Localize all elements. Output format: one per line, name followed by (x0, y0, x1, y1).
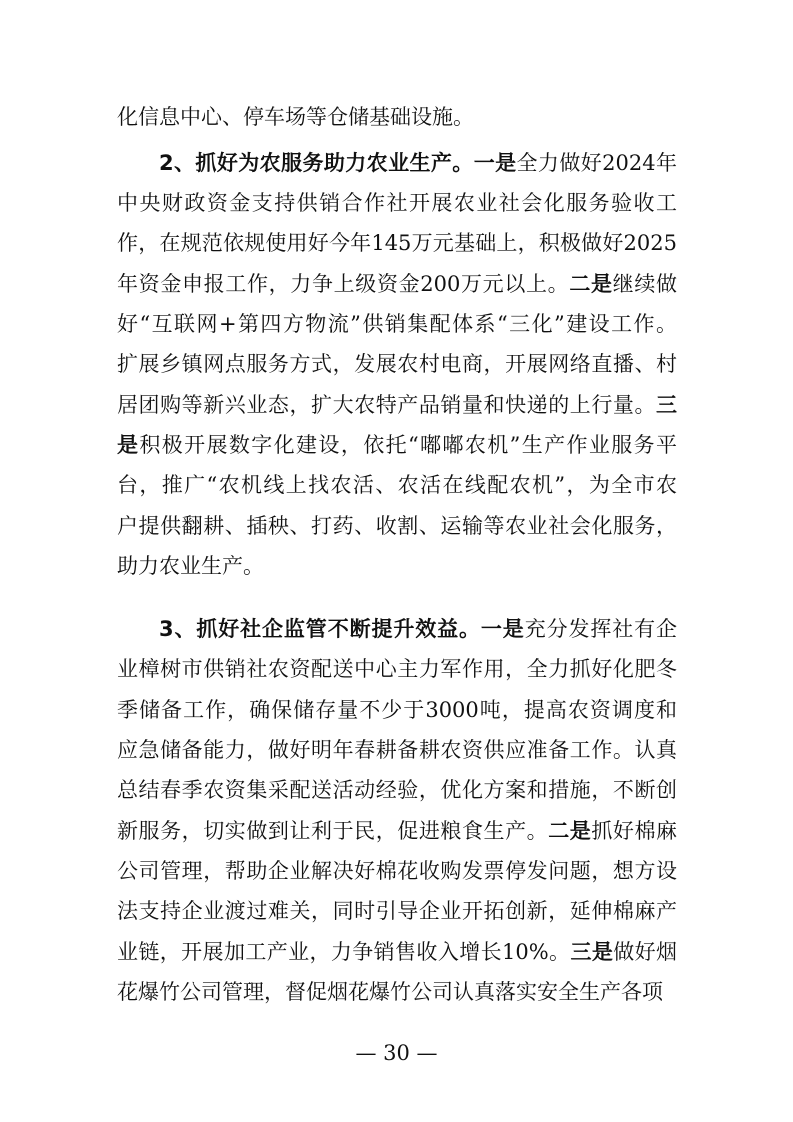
text-segment: 花爆竹公司管理，督促烟花爆竹公司认真落实安全生产各项 (117, 980, 663, 1004)
text-line (117, 227, 677, 259)
text-segment: 中央财政资金支持供销合作社开展农业社会化服务验收工 (117, 191, 677, 215)
bold-text-segment: 2、抓好为农服务助力农业生产。 (159, 151, 474, 175)
text-segment: 做好烟 (613, 940, 677, 964)
text-segment: 新服务，切实做到让利于民，促进粮食生产。 (117, 819, 549, 843)
text-segment: 化信息中心、停车场等仓储基础设施。 (117, 105, 474, 129)
text-segment: 应急储备能力，做好明年春耕备耕农资供应准备工作。认真 (117, 738, 677, 762)
text-line (117, 187, 677, 219)
text-line (117, 550, 677, 582)
text-line (117, 855, 677, 887)
text-segment: 作，在规范依规使用好今年145万元基础上，积极做好2025 (117, 231, 677, 255)
text-segment: 业樟树市供销社农资配送中心主力军作用，全力抓好化肥冬 (117, 657, 677, 681)
text-segment: 季储备工作，确保储存量不少于3000吨，提高农资调度和 (117, 698, 677, 722)
text-line (117, 308, 677, 340)
text-line (117, 268, 677, 300)
text-line (117, 936, 677, 968)
text-line (117, 389, 677, 421)
text-segment: 好“互联网+第四方物流”供销集配体系“三化”建设工作。 (117, 312, 677, 336)
text-line (117, 734, 677, 766)
bold-text-segment: 3、抓好社企监管不断提升效益。 (159, 617, 481, 641)
text-line (117, 510, 677, 542)
text-line (159, 147, 677, 179)
text-line (117, 976, 677, 1008)
bold-text-segment: 二是 (569, 272, 613, 296)
text-segment: 年资金申报工作，力争上级资金200万元以上。 (117, 272, 570, 296)
text-line (117, 469, 677, 501)
text-segment: 助力农业生产。 (117, 554, 264, 578)
text-line (159, 613, 677, 645)
text-segment: 户提供翻耕、插秧、打药、收割、运输等农业社会化服务， (117, 514, 677, 538)
text-segment: 法支持企业渡过难关，同时引导企业开拓创新，延伸棉麻产 (117, 899, 677, 923)
text-line (117, 694, 677, 726)
text-segment: 公司管理，帮助企业解决好棉花收购发票停发问题，想方设 (117, 859, 677, 883)
bold-text-segment: 三 (656, 393, 677, 417)
text-line (117, 653, 677, 685)
text-segment: 扩展乡镇网点服务方式，发展农村电商，开展网络直播、村 (117, 352, 677, 376)
text-line (117, 774, 677, 806)
page-number: — 30 — (355, 1041, 438, 1065)
text-segment: 业链，开展加工产业，力争销售收入增长10%。 (117, 940, 571, 964)
text-segment: 抓好棉麻 (591, 819, 678, 843)
text-line (117, 429, 677, 461)
text-segment: 台，推广“农机线上找农活、农活在线配农机”，为全市农 (117, 473, 677, 497)
text-line (117, 348, 677, 380)
bold-text-segment: 二是 (548, 819, 592, 843)
text-segment: 充分发挥社有企 (524, 617, 678, 641)
bold-text-segment: 一是 (473, 151, 517, 175)
text-segment: 继续做 (612, 272, 677, 296)
text-line (117, 895, 677, 927)
text-line (117, 101, 677, 133)
bold-text-segment: 一是 (480, 617, 525, 641)
text-segment: 总结春季农资集采配送活动经验，优化方案和措施，不断创 (117, 778, 677, 802)
text-segment: 积极开展数字化建设，依托“嘟嘟农机”生产作业服务平 (139, 433, 677, 457)
bold-text-segment: 是 (117, 433, 140, 457)
text-segment: 居团购等新兴业态，扩大农特产品销量和快递的上行量。 (117, 393, 656, 417)
bold-text-segment: 三是 (570, 940, 614, 964)
text-segment: 全力做好2024年 (516, 151, 677, 175)
text-line (117, 815, 677, 847)
